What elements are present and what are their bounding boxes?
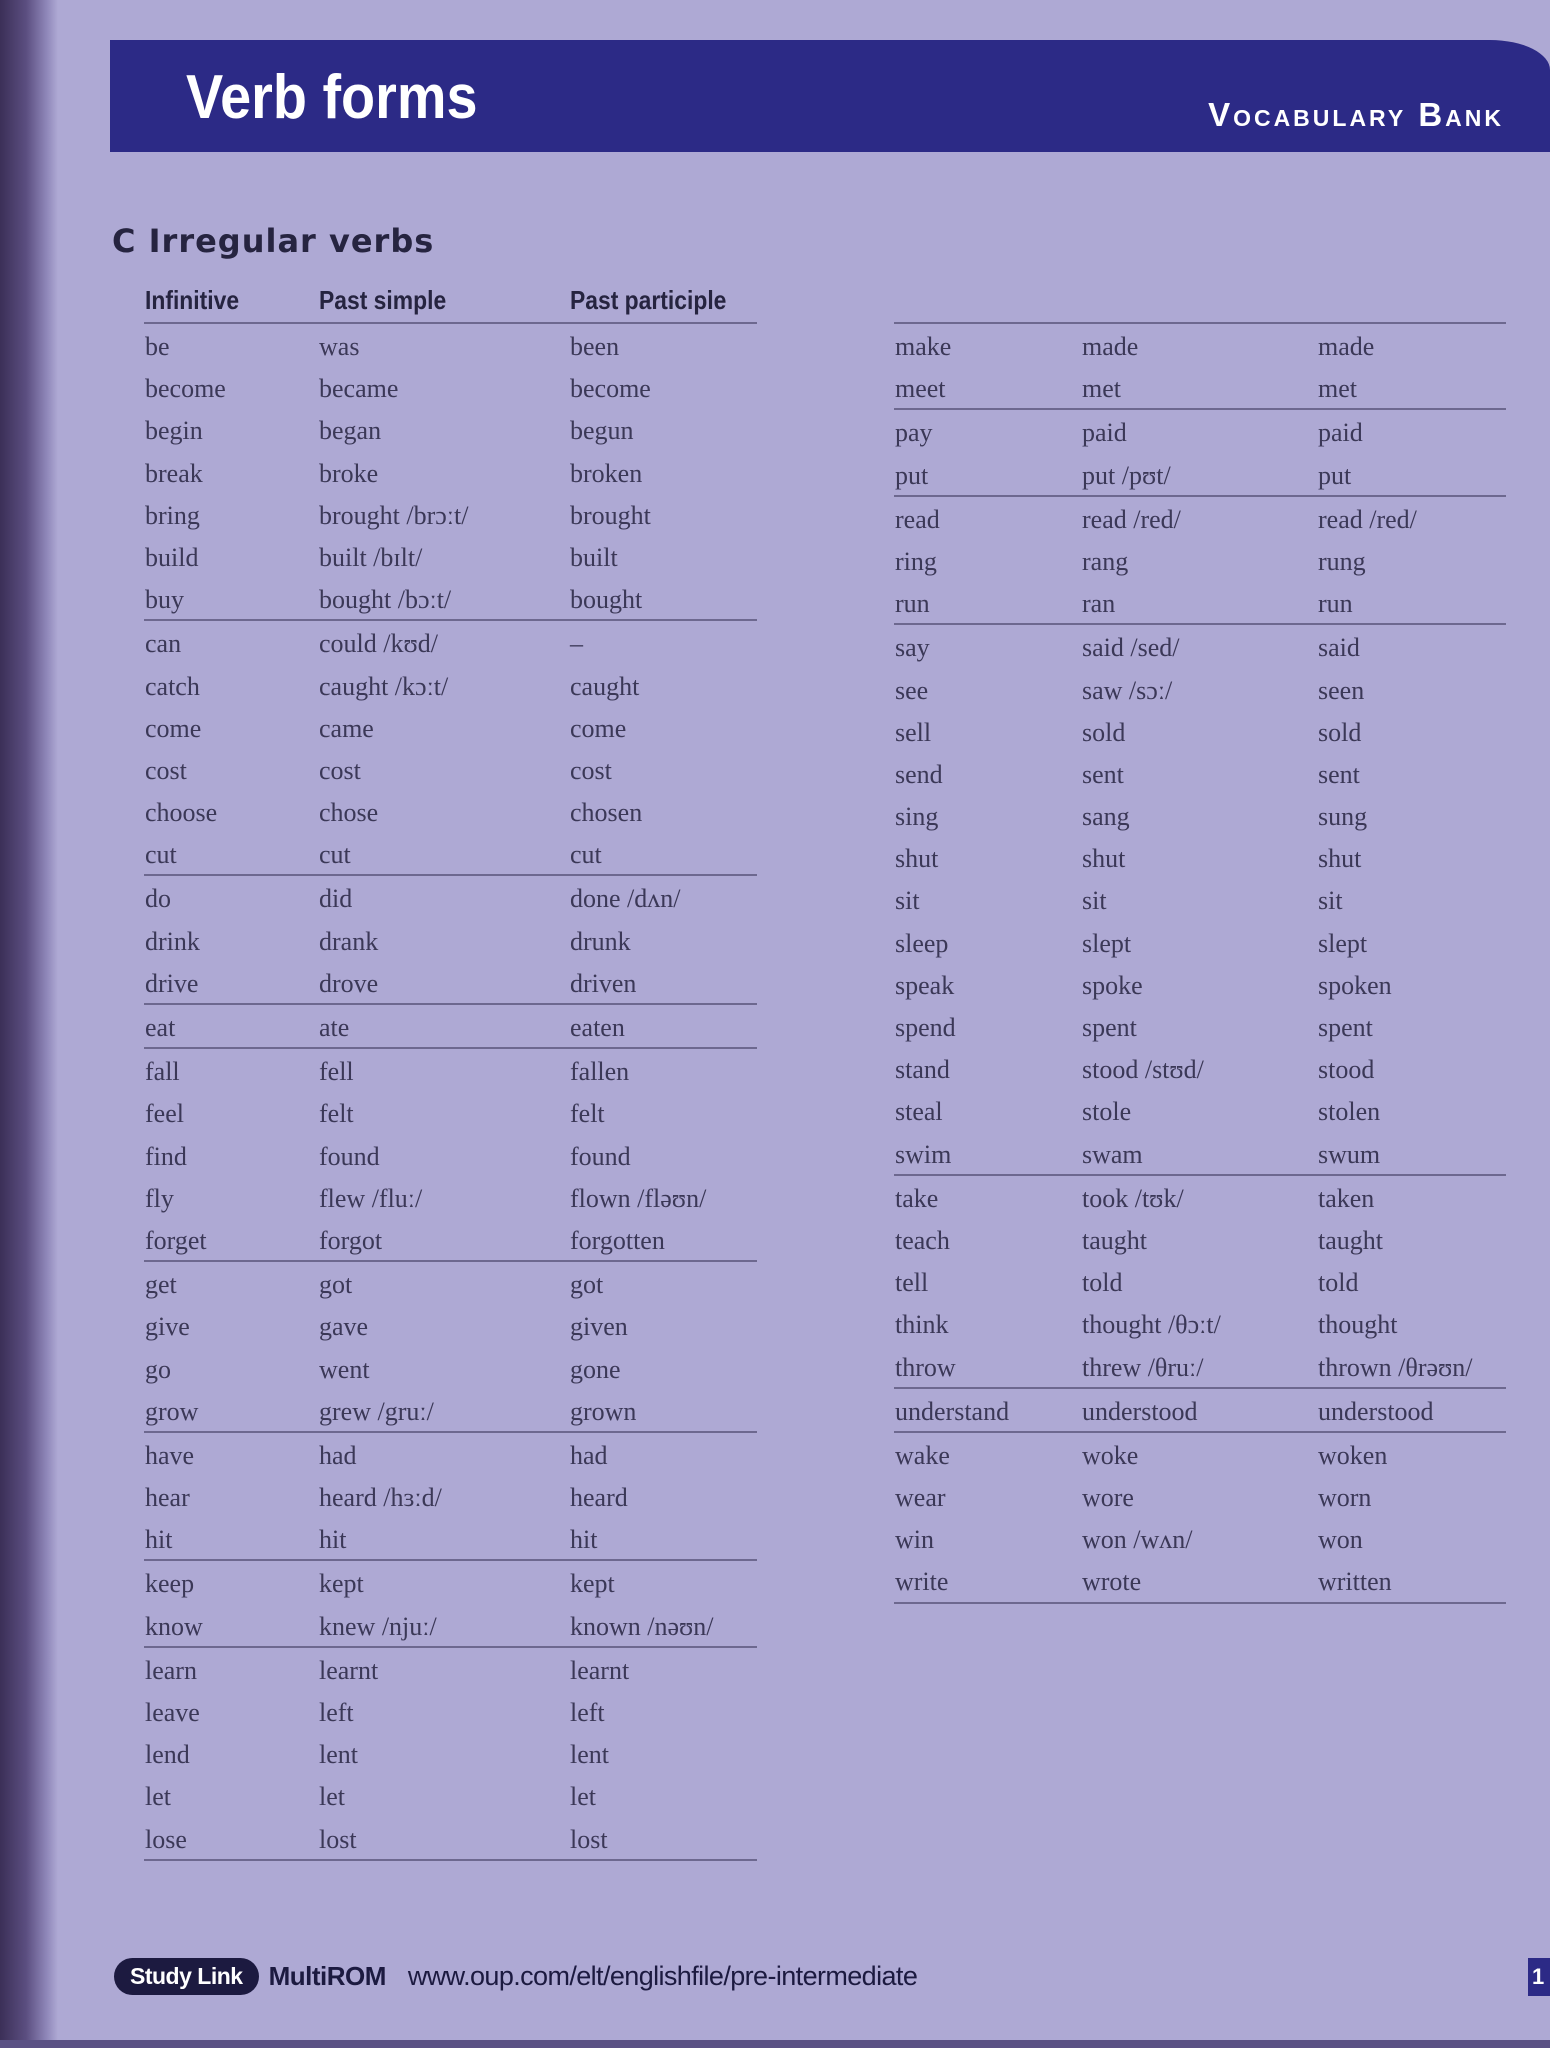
verb-past-participle: felt (570, 1099, 605, 1129)
page-number: 1 (1528, 1958, 1550, 1996)
verb-past-participle: hit (570, 1525, 598, 1555)
verb-past-participle: had (570, 1440, 608, 1470)
table-row (144, 1433, 757, 1475)
footer (114, 1955, 917, 1997)
verb-infinitive: know (145, 1611, 203, 1641)
verb-past-simple: said /sed/ (1082, 633, 1180, 663)
table-row (894, 1345, 1506, 1389)
verb-infinitive: swim (895, 1139, 952, 1169)
verb-past-simple: forgot (319, 1225, 383, 1255)
verb-past-participle: run (1318, 589, 1353, 619)
verb-past-participle: got (570, 1270, 604, 1300)
study-link-badge: Study Link (114, 1958, 259, 1995)
section-title: C Irregular verbs (112, 222, 435, 260)
verb-past-participle: begun (570, 416, 634, 446)
table-row (894, 921, 1506, 963)
table-row (144, 324, 757, 366)
column-header-infinitive: Infinitive (145, 285, 240, 315)
verb-past-participle: sold (1318, 717, 1362, 747)
verb-past-simple: came (319, 713, 374, 743)
table-row (144, 706, 757, 748)
verb-infinitive: come (145, 713, 202, 743)
verb-past-simple: gave (319, 1312, 369, 1342)
verb-past-participle: slept (1318, 928, 1368, 958)
table-row (894, 1559, 1506, 1603)
verb-past-participle: sit (1318, 886, 1343, 916)
verb-past-simple: shut (1082, 844, 1126, 874)
verb-past-participle: rung (1318, 546, 1366, 576)
table-row (144, 1176, 757, 1218)
table-row (144, 1690, 757, 1732)
verb-past-simple: made (1082, 332, 1139, 361)
verb-past-participle: brought (570, 500, 651, 530)
verb-infinitive: feel (145, 1099, 184, 1129)
verb-past-simple: drank (319, 926, 379, 956)
verb-infinitive: choose (145, 798, 218, 828)
verb-past-simple: stood /stʊd/ (1082, 1055, 1204, 1085)
table-row (894, 1089, 1506, 1131)
verb-past-simple: read /red/ (1082, 504, 1181, 534)
verb-table-left (144, 322, 757, 1861)
table-row (144, 876, 757, 918)
verb-past-participle: left (570, 1698, 605, 1727)
verb-infinitive: drink (145, 926, 200, 956)
verb-infinitive: teach (895, 1225, 950, 1255)
table-row (144, 919, 757, 961)
verb-past-participle: put (1318, 460, 1352, 490)
verb-past-simple: drove (319, 968, 379, 998)
verb-past-participle: thought (1318, 1310, 1398, 1340)
verb-past-simple: swam (1082, 1139, 1143, 1169)
table-row (144, 493, 757, 535)
verb-past-participle: drunk (570, 926, 631, 956)
verb-past-participle: woken (1318, 1440, 1388, 1470)
page-bottom-edge (0, 2040, 1550, 2048)
verb-past-participle: caught (570, 671, 640, 701)
table-row (894, 1132, 1506, 1176)
verb-past-simple: stole (1082, 1097, 1132, 1127)
table-row (894, 1260, 1506, 1302)
verb-past-simple: ran (1082, 589, 1116, 619)
verb-past-participle: – (570, 629, 583, 659)
verb-infinitive: build (145, 542, 199, 572)
verb-infinitive: drive (145, 968, 199, 998)
verb-infinitive: make (895, 332, 952, 361)
verb-infinitive: lose (145, 1824, 187, 1854)
verb-past-participle: seen (1318, 675, 1365, 705)
verb-past-simple: took /tʊk/ (1082, 1183, 1184, 1213)
verb-infinitive: find (145, 1141, 187, 1171)
verb-past-participle: worn (1318, 1483, 1372, 1513)
verb-infinitive: bring (145, 500, 200, 530)
verb-past-simple: won /wʌn/ (1082, 1525, 1193, 1555)
verb-past-participle: given (570, 1312, 628, 1342)
table-row (894, 1433, 1506, 1475)
verb-past-simple: let (319, 1782, 345, 1812)
table-row (894, 752, 1506, 794)
table-row (894, 710, 1506, 752)
verb-past-simple: cost (319, 755, 361, 785)
table-row (144, 1347, 757, 1389)
table-row (144, 832, 757, 876)
verb-infinitive: become (145, 374, 226, 404)
verb-past-simple: fell (319, 1057, 354, 1087)
table-row (894, 1475, 1506, 1517)
table-row (144, 1561, 757, 1603)
verb-infinitive: hear (145, 1483, 190, 1513)
verb-past-participle: forgotten (570, 1225, 665, 1255)
verb-infinitive: shut (895, 844, 939, 874)
verb-past-simple: left (319, 1698, 354, 1727)
table-row (144, 1817, 757, 1861)
verb-past-participle: kept (570, 1569, 615, 1599)
verb-past-simple: kept (319, 1569, 364, 1599)
verb-infinitive: tell (895, 1268, 929, 1298)
verb-past-participle: taught (1318, 1225, 1383, 1255)
verb-infinitive: read (895, 504, 940, 534)
verb-infinitive: forget (145, 1225, 207, 1255)
verb-infinitive: wear (895, 1483, 946, 1513)
verb-past-simple: hit (319, 1525, 347, 1555)
verb-past-participle: come (570, 713, 627, 743)
verb-past-participle: broken (570, 458, 643, 488)
verb-past-participle: lent (570, 1740, 609, 1770)
verb-past-participle: taken (1318, 1183, 1375, 1213)
table-row (144, 1134, 757, 1176)
verb-past-simple: spent (1082, 1013, 1137, 1042)
table-row (894, 581, 1506, 625)
verb-infinitive: eat (145, 1013, 176, 1042)
table-row (894, 453, 1506, 497)
table-row (144, 1218, 757, 1262)
verb-infinitive: hit (145, 1525, 173, 1555)
verb-past-simple: sang (1082, 802, 1130, 832)
verb-past-simple: chose (319, 798, 379, 828)
verb-past-participle: met (1318, 374, 1357, 404)
verb-past-simple: became (319, 374, 399, 404)
table-row (144, 1774, 757, 1816)
verb-past-simple: did (319, 884, 353, 914)
verb-infinitive: fall (145, 1057, 180, 1087)
table-row (894, 366, 1506, 410)
verb-past-simple: told (1082, 1268, 1123, 1298)
verb-infinitive: throw (895, 1352, 956, 1382)
verb-past-simple: broke (319, 458, 379, 488)
verb-past-participle: told (1318, 1268, 1359, 1298)
verb-past-simple: met (1082, 374, 1121, 404)
verb-past-participle: let (570, 1782, 596, 1812)
verb-past-simple: brought /brɔːt/ (319, 500, 469, 530)
verb-infinitive: cut (145, 840, 177, 870)
verb-past-simple: learnt (319, 1655, 379, 1685)
verb-past-participle: found (570, 1141, 631, 1171)
verb-infinitive: keep (145, 1569, 195, 1599)
verb-infinitive: win (895, 1525, 934, 1555)
table-row (894, 1517, 1506, 1559)
verb-infinitive: be (145, 332, 170, 361)
verb-past-simple: put /pʊt/ (1082, 460, 1171, 490)
verb-past-participle: become (570, 374, 651, 404)
table-row (144, 1648, 757, 1690)
verb-past-simple: woke (1082, 1440, 1139, 1470)
verb-past-simple: paid (1082, 418, 1127, 448)
verb-past-simple: got (319, 1270, 353, 1300)
verb-past-participle: built (570, 542, 618, 572)
verb-past-simple: knew /njuː/ (319, 1611, 437, 1641)
page-header-banner (110, 40, 1550, 152)
table-row (894, 1176, 1506, 1218)
verb-past-simple: spoke (1082, 970, 1143, 1000)
table-row (144, 1604, 757, 1648)
verb-infinitive: let (145, 1782, 171, 1812)
verb-infinitive: go (145, 1354, 171, 1384)
table-row (144, 1262, 757, 1304)
verb-infinitive: take (895, 1183, 939, 1213)
table-row (894, 1047, 1506, 1089)
verb-past-participle: written (1318, 1567, 1392, 1597)
table-row (144, 1304, 757, 1346)
verb-past-simple: threw /θruː/ (1082, 1352, 1204, 1382)
table-row (144, 664, 757, 706)
verb-infinitive: do (145, 884, 171, 914)
verb-past-participle: stood (1318, 1055, 1375, 1085)
verb-past-simple: slept (1082, 928, 1132, 958)
verb-past-participle: gone (570, 1354, 621, 1384)
verb-infinitive: stand (895, 1055, 950, 1085)
verb-past-simple: had (319, 1440, 357, 1470)
verb-past-participle: fallen (570, 1057, 630, 1087)
verb-infinitive: run (895, 589, 930, 619)
verb-infinitive: put (895, 460, 929, 490)
multirom-label: MultiROM (268, 1960, 386, 1991)
table-row (894, 963, 1506, 1005)
verb-past-participle: shut (1318, 844, 1362, 874)
table-row (894, 410, 1506, 452)
verb-past-simple: lost (319, 1824, 357, 1854)
table-row (894, 1005, 1506, 1047)
verb-past-simple: sit (1082, 886, 1107, 916)
table-row (144, 961, 757, 1005)
verb-infinitive: understand (895, 1396, 1010, 1426)
verb-past-simple: was (319, 332, 360, 361)
verb-past-participle: flown /fləʊn/ (570, 1183, 707, 1213)
table-row (894, 625, 1506, 667)
verb-past-simple: heard /hɜːd/ (319, 1483, 442, 1513)
verb-infinitive: cost (145, 755, 187, 785)
verb-past-participle: paid (1318, 418, 1363, 448)
table-row (144, 790, 757, 832)
table-row (144, 1389, 757, 1433)
verb-past-participle: made (1318, 332, 1375, 361)
verb-past-participle: learnt (570, 1655, 630, 1685)
verb-past-simple: found (319, 1141, 380, 1171)
verb-past-simple: saw /sɔː/ (1082, 675, 1173, 705)
verb-past-simple: went (319, 1354, 370, 1384)
verb-infinitive: send (895, 759, 943, 789)
verb-infinitive: see (895, 675, 929, 705)
verb-past-participle: cut (570, 840, 602, 870)
verb-infinitive: sell (895, 717, 932, 747)
verb-past-simple: lent (319, 1740, 358, 1770)
verb-past-participle: swum (1318, 1139, 1381, 1169)
verb-past-participle: grown (570, 1396, 637, 1426)
verb-infinitive: write (895, 1567, 949, 1597)
table-row (144, 748, 757, 790)
table-row (144, 1517, 757, 1561)
table-row (144, 1732, 757, 1774)
verb-past-simple: built /bɪlt/ (319, 542, 423, 572)
verb-past-participle: understood (1318, 1396, 1434, 1426)
table-row (144, 1091, 757, 1133)
verb-infinitive: steal (895, 1097, 943, 1127)
verb-past-participle: chosen (570, 798, 643, 828)
verb-infinitive: leave (145, 1698, 200, 1727)
verb-past-simple: flew /fluː/ (319, 1183, 423, 1213)
verb-infinitive: speak (895, 970, 955, 1000)
verb-past-participle: stolen (1318, 1097, 1381, 1127)
vocabulary-bank-label: Vocabulary Bank (1208, 96, 1504, 133)
verb-infinitive: sit (895, 886, 920, 916)
verb-past-simple: cut (319, 840, 351, 870)
table-row (894, 324, 1506, 366)
verb-infinitive: meet (895, 374, 946, 404)
verb-past-simple: felt (319, 1099, 354, 1129)
table-row (894, 836, 1506, 878)
verb-past-participle: sung (1318, 802, 1368, 832)
verb-past-participle: won (1318, 1525, 1363, 1555)
column-header-past-participle: Past participle (570, 285, 727, 315)
verb-infinitive: fly (145, 1183, 174, 1213)
verb-infinitive: sing (895, 802, 939, 832)
table-row (894, 1218, 1506, 1260)
verb-infinitive: give (145, 1312, 190, 1342)
verb-infinitive: sleep (895, 928, 949, 958)
verb-infinitive: can (145, 629, 182, 659)
verb-infinitive: ring (895, 546, 937, 576)
verb-past-participle: spoken (1318, 970, 1392, 1000)
table-row (144, 1475, 757, 1517)
verb-past-simple: sent (1082, 759, 1124, 789)
verb-past-participle: sent (1318, 759, 1360, 789)
verb-infinitive: think (895, 1310, 949, 1340)
table-row (144, 621, 757, 663)
verb-past-simple: grew /gruː/ (319, 1396, 434, 1426)
verb-past-simple: wore (1082, 1483, 1134, 1513)
verb-past-simple: rang (1082, 546, 1129, 576)
verb-infinitive: have (145, 1440, 195, 1470)
verb-infinitive: begin (145, 416, 203, 446)
page-title: Verb forms (186, 63, 478, 132)
table-row (144, 366, 757, 408)
verb-infinitive: grow (145, 1396, 199, 1426)
table-row (894, 668, 1506, 710)
verb-past-participle: heard (570, 1483, 628, 1513)
verb-infinitive: catch (145, 671, 200, 701)
verb-infinitive: lend (145, 1740, 190, 1770)
verb-infinitive: buy (145, 585, 184, 615)
verb-table-right (894, 322, 1506, 1604)
verb-past-simple: ate (319, 1013, 350, 1042)
verb-past-participle: thrown /θrəʊn/ (1318, 1352, 1473, 1382)
verb-past-simple: taught (1082, 1225, 1147, 1255)
table-row (894, 1302, 1506, 1344)
verb-past-participle: cost (570, 755, 612, 785)
verb-past-simple: understood (1082, 1396, 1198, 1426)
verb-infinitive: learn (145, 1655, 197, 1685)
verb-infinitive: break (145, 458, 203, 488)
table-row (144, 535, 757, 577)
verb-past-participle: eaten (570, 1013, 625, 1042)
website-url[interactable]: www.oup.com/elt/englishfile/pre-intermediate (407, 1960, 918, 1991)
verb-past-simple: could /kʊd/ (319, 629, 438, 659)
table-row (144, 577, 757, 621)
verb-past-participle: spent (1318, 1013, 1373, 1042)
verb-past-simple: began (319, 416, 382, 446)
table-row (894, 497, 1506, 539)
verb-infinitive: get (145, 1270, 177, 1300)
verb-past-participle: known /nəʊn/ (570, 1611, 714, 1641)
verb-past-participle: driven (570, 968, 637, 998)
table-row (144, 1005, 757, 1049)
verb-past-simple: caught /kɔːt/ (319, 671, 449, 701)
verb-infinitive: wake (895, 1440, 950, 1470)
table-row (894, 794, 1506, 836)
verb-past-participle: said (1318, 633, 1360, 663)
table-row (144, 1049, 757, 1091)
verb-past-simple: thought /θɔːt/ (1082, 1310, 1221, 1340)
verb-infinitive: spend (895, 1013, 956, 1042)
verb-past-participle: read /red/ (1318, 504, 1417, 534)
verb-infinitive: say (895, 633, 930, 663)
table-row (144, 451, 757, 493)
verb-past-simple: wrote (1082, 1567, 1142, 1597)
verb-past-simple: sold (1082, 717, 1126, 747)
table-row (894, 1389, 1506, 1433)
table-row (894, 539, 1506, 581)
verb-past-participle: lost (570, 1824, 608, 1854)
table-row (144, 408, 757, 450)
verb-past-participle: done /dʌn/ (570, 884, 681, 914)
table-row (894, 878, 1506, 920)
verb-infinitive: pay (895, 418, 933, 448)
verb-past-simple: bought /bɔːt/ (319, 585, 452, 615)
book-spine-shadow (0, 0, 58, 2048)
column-header-past-simple: Past simple (319, 285, 447, 315)
verb-past-participle: bought (570, 585, 643, 615)
verb-past-participle: been (570, 332, 620, 361)
